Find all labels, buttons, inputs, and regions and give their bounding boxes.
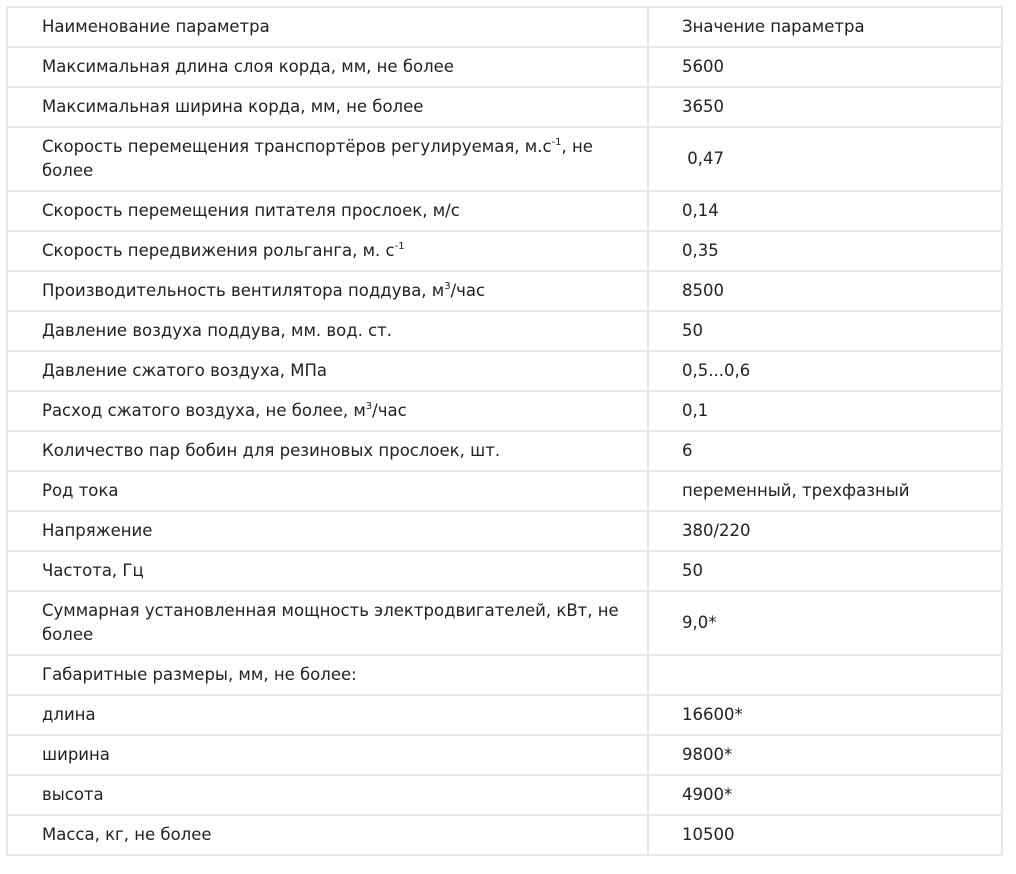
- parameter-value: 8500: [648, 271, 1002, 311]
- table-row: [7, 47, 1002, 87]
- parameter-name: [7, 271, 648, 311]
- parameter-value: 50: [648, 551, 1002, 591]
- parameter-value: 5600: [648, 47, 1002, 87]
- parameter-name: Габаритные размеры, мм, не более:: [7, 655, 648, 695]
- parameter-name: высота: [7, 775, 648, 815]
- table-row: [7, 815, 1002, 855]
- parameter-name-text: Расход сжатого воздуха, не более, м: [42, 401, 366, 420]
- parameter-name: Суммарная установленная мощность электродвигателей, кВт, не более: [7, 591, 648, 655]
- parameter-name: [7, 127, 648, 191]
- parameter-name-text-suffix: /час: [450, 281, 486, 300]
- table-row: [7, 87, 1002, 127]
- parameter-value: 380/220: [648, 511, 1002, 551]
- parameter-value: 9,0*: [648, 591, 1002, 655]
- table-row: [7, 391, 1002, 431]
- parameter-name: [7, 231, 648, 271]
- parameter-name-superscript: 3: [444, 281, 451, 292]
- parameter-name: длина: [7, 695, 648, 735]
- parameter-name: ширина: [7, 735, 648, 775]
- parameter-value: 6: [648, 431, 1002, 471]
- parameter-name: Давление воздуха поддува, мм. вод. ст.: [7, 311, 648, 351]
- parameter-value: 50: [648, 311, 1002, 351]
- parameter-name-text-suffix: , не более: [42, 137, 593, 180]
- table-row: [7, 551, 1002, 591]
- parameter-value: 0,35: [648, 231, 1002, 271]
- parameter-value: 9800*: [648, 735, 1002, 775]
- table-row: [7, 231, 1002, 271]
- parameter-name: [7, 391, 648, 431]
- parameter-name: Напряжение: [7, 511, 648, 551]
- table-row: [7, 775, 1002, 815]
- table-row: [7, 431, 1002, 471]
- parameter-value: 0,5...0,6: [648, 351, 1002, 391]
- table-row: [7, 655, 1002, 695]
- parameter-name: Частота, Гц: [7, 551, 648, 591]
- table-row: [7, 735, 1002, 775]
- parameter-value: 4900*: [648, 775, 1002, 815]
- parameter-name: Род тока: [7, 471, 648, 511]
- parameter-value: [648, 127, 1002, 191]
- parameter-value: 0,14: [648, 191, 1002, 231]
- table-row: [7, 695, 1002, 735]
- parameter-name: Скорость перемещения питателя прослоек, м/с: [7, 191, 648, 231]
- parameter-value: переменный, трехфазный: [648, 471, 1002, 511]
- parameter-name-text: Скорость передвижения рольганга, м. с: [42, 241, 395, 260]
- parameter-name-text: Производительность вентилятора поддува, м: [42, 281, 445, 300]
- parameter-name-text-suffix: /час: [372, 401, 407, 420]
- parameter-name-text: Скорость перемещения транспортёров регулируемая, м.с: [42, 137, 552, 156]
- parameter-value: 0,1: [648, 391, 1002, 431]
- table-row: [7, 471, 1002, 511]
- parameter-name: Максимальная ширина корда, мм, не более: [7, 87, 648, 127]
- parameter-name-superscript: -1: [551, 137, 562, 148]
- parameter-name-superscript: 3: [365, 401, 373, 412]
- parameter-name: Масса, кг, не более: [7, 815, 648, 855]
- parameter-value: 3650: [648, 87, 1002, 127]
- table-row: [7, 351, 1002, 391]
- parameter-name: Количество пар бобин для резиновых прослоек, шт.: [7, 431, 648, 471]
- header-parameter-name: Наименование параметра: [7, 7, 648, 47]
- table-row: [7, 591, 1002, 655]
- table-row: [7, 191, 1002, 231]
- table-row: [7, 127, 1002, 191]
- parameter-name: Максимальная длина слоя корда, мм, не более: [7, 47, 648, 87]
- table-row: [7, 271, 1002, 311]
- table-row: [7, 311, 1002, 351]
- table-row: [7, 511, 1002, 551]
- parameter-name-superscript: -1: [394, 241, 405, 252]
- table-header-row: [7, 7, 1002, 47]
- parameter-value: [648, 655, 1002, 695]
- header-parameter-value: Значение параметра: [648, 7, 1002, 47]
- parameter-value: 16600*: [648, 695, 1002, 735]
- parameter-name: Давление сжатого воздуха, МПа: [7, 351, 648, 391]
- parameters-table: [6, 6, 1003, 856]
- parameter-value: 10500: [648, 815, 1002, 855]
- parameter-value-text: 0,47: [682, 149, 724, 168]
